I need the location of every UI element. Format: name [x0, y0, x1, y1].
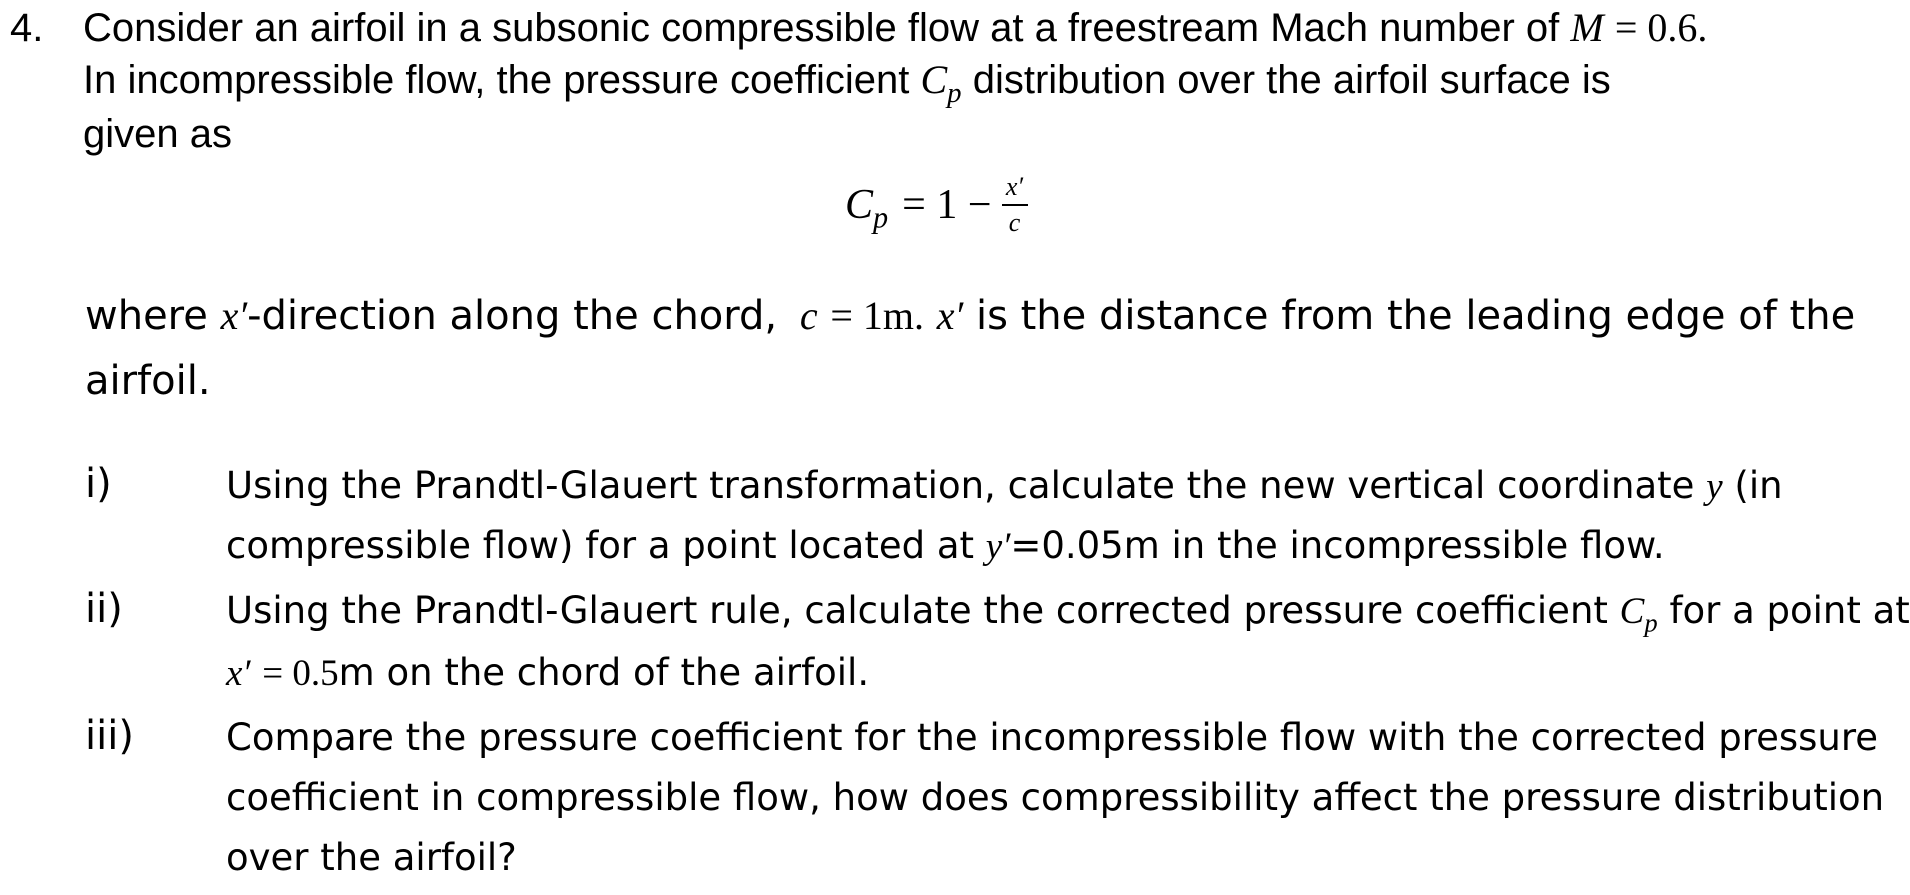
- xprime-symbol: x′: [220, 293, 248, 338]
- item-label-i: i): [85, 461, 112, 507]
- item-ii-line-2: x′ = 0.5m on the chord of the airfoil.: [226, 651, 870, 694]
- item-iii-line-2: coefficient in compressible flow, how does compressibility affect the pressure distribution: [226, 776, 1885, 819]
- question-line-1-text: Consider an airfoil in a subsonic compressible flow at a freestream Mach number of: [83, 6, 1560, 50]
- equation-rhs: = 1 −: [902, 182, 992, 228]
- item-i-line-2: compressible flow) for a point located at y′=0.05m in the incompressible flow.: [226, 524, 1665, 567]
- fraction-numerator: x′: [1005, 172, 1024, 201]
- equation-lhs: $C_p$: [845, 182, 889, 235]
- c-value: = 1m.: [830, 293, 924, 338]
- fraction-denominator: c: [1008, 208, 1021, 237]
- item-label-ii: ii): [85, 586, 123, 632]
- question-line-2-post: distribution over the airfoil surface is: [972, 58, 1611, 102]
- where-line-1: [85, 292, 1855, 340]
- mach-symbol: M: [1570, 5, 1604, 50]
- question-number: 4.: [10, 6, 44, 50]
- question-line-3: given as: [83, 112, 232, 156]
- item-iii-line-1: Compare the pressure coefficient for the incompressible flow with the corrected pressure: [226, 716, 1879, 759]
- where-line-2: airfoil.: [85, 358, 211, 404]
- where-post: is the distance from the leading edge of the: [975, 293, 1856, 339]
- c-symbol: c: [799, 293, 818, 338]
- question-line-2: [83, 57, 1611, 110]
- item-iii-line-3: over the airfoil?: [226, 836, 517, 879]
- question-line-1: [83, 6, 1707, 50]
- fraction-bar: [1002, 204, 1028, 206]
- mach-value: = 0.6.: [1614, 5, 1708, 50]
- cp-equation: [845, 160, 1028, 250]
- yprime-symbol: y′: [985, 526, 1011, 567]
- y-symbol: y: [1706, 466, 1723, 507]
- item-label-iii: iii): [85, 713, 134, 759]
- where-mid: -direction along the chord,: [247, 293, 778, 339]
- question-line-2-pre: In incompressible flow, the pressure coefficient: [83, 58, 910, 102]
- item-ii-line-1: Using the Prandtl-Glauert rule, calculate the corrected pressure coefficient $C_p$ for a point at: [226, 589, 1910, 638]
- cp-symbol-ii: $C_p$: [1619, 591, 1658, 638]
- item-i-line-1: Using the Prandtl-Glauert transformation, calculate the new vertical coordinate y (in: [226, 464, 1783, 507]
- where-pre: where: [85, 293, 208, 339]
- xprime-symbol-ii: x′: [226, 653, 251, 694]
- x-value: = 0.5: [262, 653, 339, 694]
- equation-fraction: [1002, 172, 1028, 238]
- cp-symbol: $C_p$: [920, 57, 962, 110]
- xprime-symbol-2: x′: [936, 293, 964, 338]
